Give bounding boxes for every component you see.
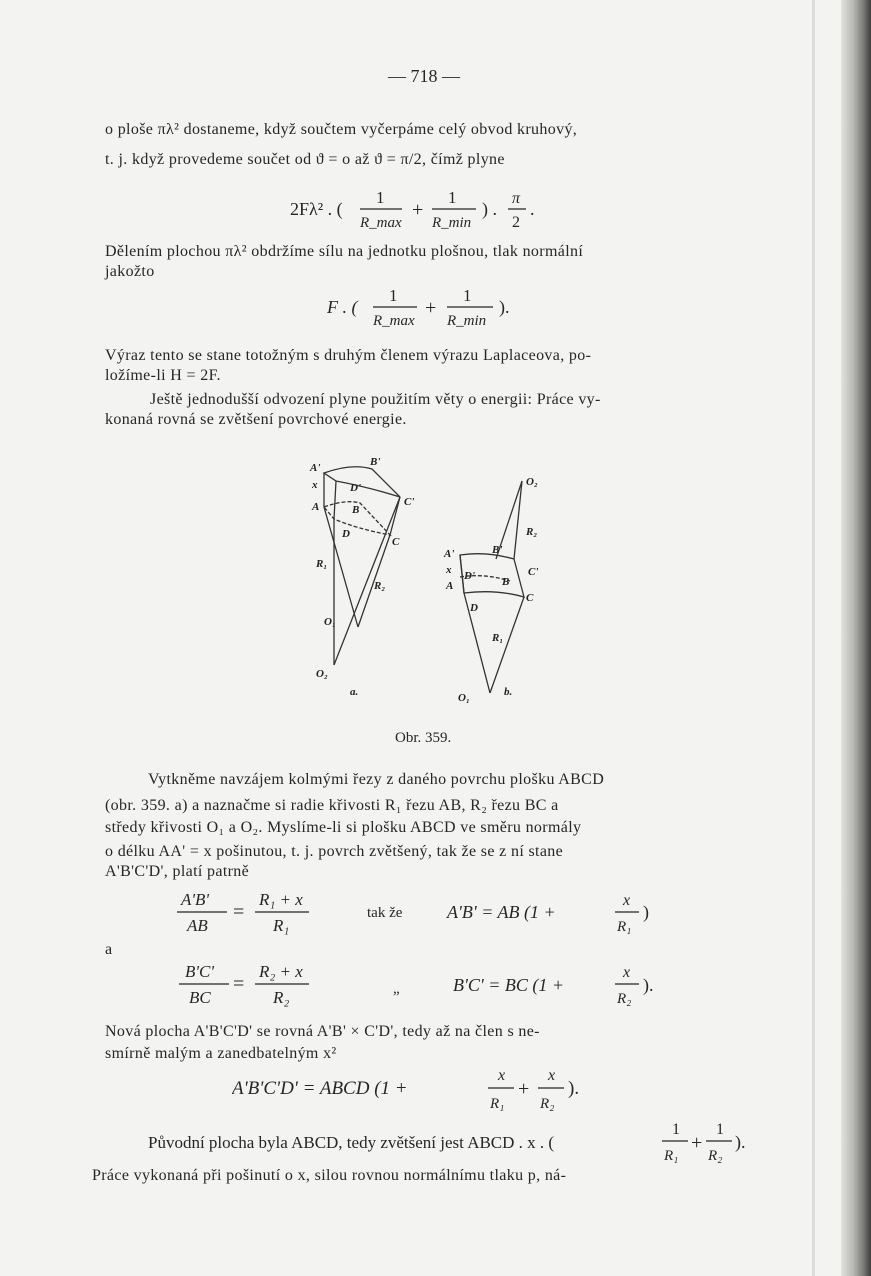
- fig-label-a-Aprime: A': [310, 462, 321, 474]
- eq4-lhs-num: B'C': [185, 962, 214, 981]
- para3-line2: ložíme-li H = 2F.: [105, 367, 221, 384]
- eq2-den1: R_max: [373, 313, 415, 329]
- eq2-num2: 1: [463, 286, 472, 305]
- eq5-f2-num: x: [548, 1067, 556, 1084]
- eq3-mid: tak že: [367, 905, 403, 921]
- fig-label-b-R1: R₁: [492, 632, 504, 644]
- para5-line2: (obr. 359. a) a naznačme si radie křivosti R₁ řezu AB, R₂ řezu BC a: [105, 797, 559, 814]
- figure-359: [300, 455, 550, 710]
- fig-label-b-B: B: [502, 576, 510, 588]
- fig-label-b-caption: b.: [504, 686, 513, 698]
- fig-label-a-x: x: [312, 479, 318, 491]
- equation-2: [327, 285, 547, 335]
- fig-label-b-O2: O₂: [526, 476, 538, 488]
- fig-label-b-Dprime: D': [464, 570, 475, 582]
- eq1-den1: R_max: [360, 215, 402, 231]
- para7-text: Původní plocha byla ABCD, tedy zvětšení jest ABCD . x . (: [148, 1133, 555, 1152]
- book-edge-shadow: [841, 0, 871, 1276]
- para4-line2: konaná rovná se zvětšení povrchové energie.: [105, 411, 407, 428]
- fig-label-b-Aprime: A': [444, 548, 455, 560]
- fig-label-b-R2: R₂: [526, 526, 538, 538]
- para3-line1: Výraz tento se stane totožným s druhým členem výrazu Laplaceova, po-: [105, 347, 592, 364]
- fig-label-b-A: A: [446, 580, 454, 592]
- eq5-f2-den: R₂: [540, 1096, 555, 1112]
- para6-line1: Nová plocha A'B'C'D' se rovná A'B' × C'D', tedy až na člen s ne-: [105, 1023, 540, 1040]
- eq3-lhs-num: A'B': [181, 890, 210, 909]
- eq2-num1: 1: [389, 286, 398, 305]
- para4-line1: Ještě jednodušší odvození plyne použitím věty o energii: Práce vy-: [150, 391, 601, 408]
- eq1-num2: 1: [448, 188, 457, 207]
- fig-label-b-D: D: [470, 602, 478, 614]
- para7-f1-den: R₁: [664, 1148, 679, 1164]
- eq1-pi: π: [512, 190, 521, 207]
- para5-line5: A'B'C'D', platí patrně: [105, 863, 250, 880]
- fig-label-a-D: D: [342, 528, 350, 540]
- svg-text:=: =: [233, 973, 245, 995]
- eq5-close: ).: [568, 1078, 580, 1099]
- para1-line2: t. j. když provedeme součet od ϑ = o až ϑ = π/2, čímž plyne: [105, 151, 505, 168]
- eq4-lhs-den: BC: [189, 988, 211, 1007]
- fig-label-a-Bprime: B': [370, 456, 381, 468]
- eq4-close: ).: [643, 975, 654, 995]
- eq4-frac-den: R₂: [617, 991, 632, 1007]
- equation-1: [290, 185, 590, 235]
- paragraph-7: [148, 1118, 768, 1172]
- fig-label-b-Bprime: B': [492, 544, 503, 556]
- eq1-lead: 2Fλ² . (: [290, 199, 343, 219]
- eq1-end: .: [530, 199, 535, 219]
- figure-caption: Obr. 359.: [395, 730, 452, 746]
- para5-line4: o délku AA' = x pošinutou, t. j. povrch zvětšený, tak že se z ní stane: [105, 843, 564, 860]
- equation-5: [232, 1062, 612, 1122]
- eq4-result: B'C' = BC (1 +: [453, 975, 564, 995]
- svg-text:=: =: [233, 901, 245, 923]
- eq5-plus: +: [518, 1078, 530, 1100]
- para7-f2-den: R₂: [708, 1148, 723, 1164]
- para1-line1: o ploše πλ² dostaneme, když součtem vyčerpáme celý obvod kruhový,: [105, 121, 578, 138]
- para7-f1-num: 1: [672, 1121, 680, 1138]
- eq1-two: 2: [512, 214, 520, 231]
- eq4-rhs-num: R₂ + x: [259, 962, 303, 981]
- para7-f2-num: 1: [716, 1121, 724, 1138]
- eq3-frac-num: x: [623, 892, 631, 909]
- eq2-plus: +: [425, 297, 437, 319]
- para8-line: Práce vykonaná při pošinutí o x, silou rovnou normálnímu tlaku p, ná-: [92, 1167, 567, 1184]
- page-fold: [812, 0, 815, 1276]
- para6-line2: smírně malým a zanedbatelným x²: [105, 1045, 337, 1062]
- fig-label-a-C: C: [392, 536, 400, 548]
- eq4-mid: „: [393, 981, 400, 997]
- para5-line1: Vytkněme navzájem kolmými řezy z daného povrchu plošku ABCD: [148, 771, 605, 788]
- fig-label-a-R2: R₂: [374, 580, 386, 592]
- eq1-num1: 1: [376, 188, 385, 207]
- fig-label-a-Dprime: D': [350, 482, 361, 494]
- eq1-plus: +: [412, 199, 424, 221]
- and-word: a: [105, 941, 113, 958]
- eq5-f1-num: x: [498, 1067, 506, 1084]
- eq2-den2: R_min: [447, 313, 487, 329]
- page-number: — 718 —: [388, 66, 460, 86]
- para2-line1: Dělením plochou πλ² obdržíme sílu na jednotku plošnou, tlak normální: [105, 243, 584, 260]
- equation-4: [175, 955, 675, 1015]
- eq4-frac-num: x: [623, 964, 631, 981]
- eq2-lead: F . (: [327, 297, 358, 317]
- fig-label-a-caption: a.: [350, 686, 359, 698]
- para7-close: ).: [735, 1132, 746, 1152]
- eq1-den2: R_min: [432, 215, 472, 231]
- para2-line2: jakožto: [105, 263, 155, 280]
- eq4-rhs-den: R₂: [273, 988, 290, 1007]
- eq3-frac-den: R₁: [617, 919, 632, 935]
- eq2-close: ).: [499, 297, 510, 317]
- para7-plus: +: [691, 1132, 703, 1154]
- fig-label-b-C: C: [526, 592, 534, 604]
- fig-label-a-A: A: [312, 501, 320, 513]
- equation-3: [175, 885, 675, 941]
- eq3-close: ): [643, 902, 649, 922]
- fig-label-b-O1: O₁: [458, 692, 470, 704]
- eq3-rhs-den: R₁: [273, 916, 290, 935]
- fig-label-a-R1: R₁: [316, 558, 328, 570]
- eq3-result: A'B' = AB (1 +: [447, 902, 556, 922]
- fig-label-a-O1: O₁: [324, 616, 336, 628]
- eq5-f1-den: R₁: [490, 1096, 505, 1112]
- fig-label-a-B: B: [352, 504, 360, 516]
- fig-label-a-O2: O₂: [316, 668, 328, 680]
- eq1-close: ) .: [482, 199, 497, 219]
- fig-label-b-Cprime: C': [528, 566, 539, 578]
- eq5-text: A'B'C'D' = ABCD (1 +: [232, 1078, 408, 1099]
- fig-label-a-Cprime: C': [404, 496, 415, 508]
- fig-label-b-x: x: [446, 564, 452, 576]
- para5-line3: středy křivosti O₁ a O₂. Myslíme-li si plošku ABCD ve směru normály: [105, 819, 582, 836]
- eq3-lhs-den: AB: [187, 916, 208, 935]
- eq3-rhs-num: R₁ + x: [259, 890, 303, 909]
